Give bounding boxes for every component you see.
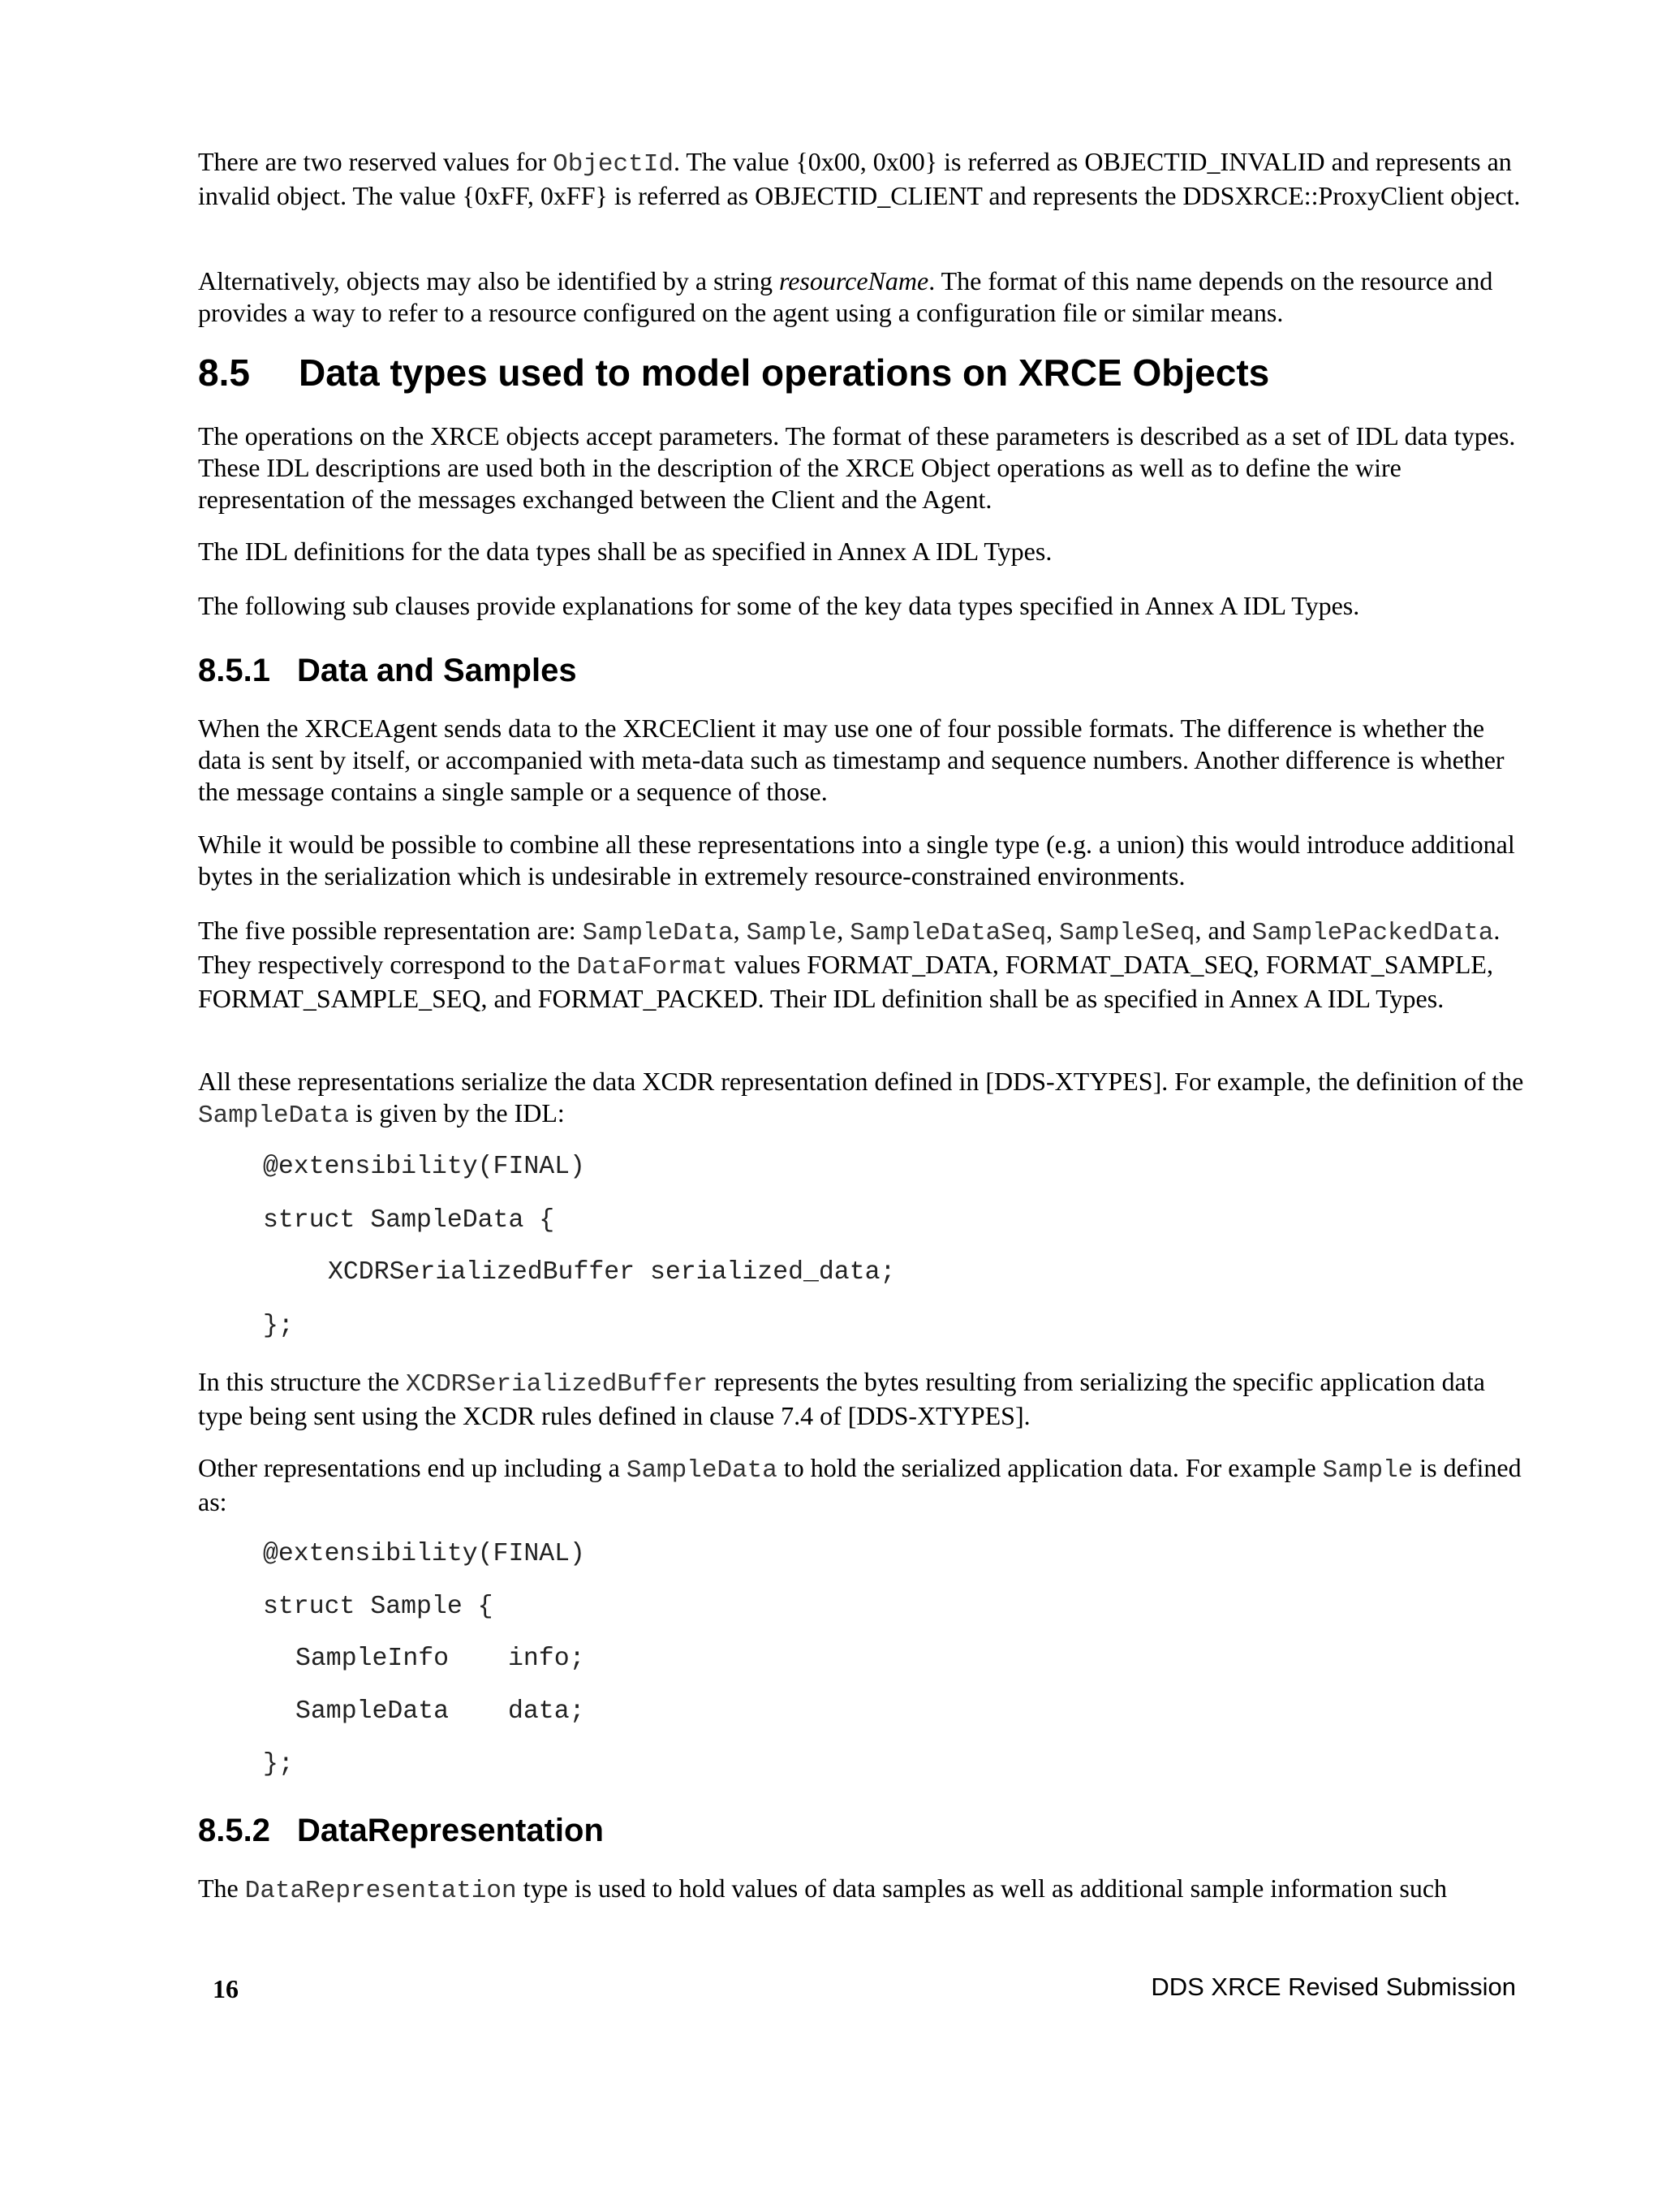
paragraph-idl-definitions: The IDL definitions for the data types shall be as specified in Annex A IDL Types. [198,537,1053,566]
paragraph-union: While it would be possible to combine all these representations into a single type (e.g. a union) this would introduce additional bytes in the serialization which is undesirable in extremely resource-constrained environments. [198,830,1515,890]
text: is given by the IDL: [349,1098,565,1128]
code-inline: SampleData [582,919,734,947]
code-inline: ObjectId [553,150,674,179]
text: . The value {0x00, 0x00} is referred as OBJECTID_INVALID and represents an invalid object. The value {0xFF, 0xFF} is referred as OBJECTID_CLIENT and represents the DDSXRCE::ProxyClient object. [198,147,1521,210]
code-inline: SampleData [626,1456,777,1485]
code-line: XCDRSerializedBuffer serialized_data; [328,1258,896,1287]
paragraph-sub-clauses: The following sub clauses provide explanations for some of the key data types specified in Annex A IDL Types. [198,591,1360,620]
code-inline: Sample [746,919,837,947]
code-inline: SamplePackedData [1251,919,1494,947]
text: , [837,916,850,945]
text: to hold the serialized application data. For example [777,1453,1323,1482]
page-number: 16 [213,1974,239,2003]
code-line: struct Sample { [263,1593,493,1621]
code-line: @extensibility(FINAL) [263,1153,585,1181]
section-number: 8.5 [198,351,250,394]
text: All these representations serialize the data XCDR representation defined in [DDS-XTYPES]. For example, the definition of the [198,1067,1524,1096]
paragraph-data-representation [198,1873,1529,1907]
section-number: 8.5.1 [198,653,270,688]
text: . The format of this name depends on the resource and provides a way to refer to a resource configured on the agent using a configuration file or similar means. [198,266,1493,327]
text: type is used to hold values of data samples as well as additional sample information such [516,1874,1448,1903]
section-number: 8.5.2 [198,1813,270,1848]
section-title: Data and Samples [297,653,577,688]
paragraph-xcdr [198,1066,1529,1132]
code-inline: DataFormat [576,953,728,981]
code-line: @extensibility(FINAL) [263,1540,585,1568]
code-line: info; [508,1645,585,1673]
code-line: }; [263,1312,294,1340]
text: The five possible representation are: [198,916,583,945]
paragraph-resource-name [198,265,1529,329]
code-line: data; [508,1697,585,1726]
text: Alternatively, objects may also be identified by a string [198,266,779,295]
text: . They respectively correspond to the [198,916,1501,979]
text: , [733,916,747,945]
code-line: SampleInfo [295,1645,450,1673]
section-heading-8-5-2 [198,1813,604,1849]
text: Other representations end up including a [198,1453,626,1482]
text: , and [1195,916,1252,945]
paragraph-other-representations [198,1452,1529,1518]
paragraph-objectid-reserved [198,146,1529,212]
paragraph-operations: The operations on the XRCE objects accept parameters. The format of these parameters is described as a set of IDL data types. These IDL descriptions are used both in the description of the XRCE Object operations as well as to define the wire representation of the messages exchanged between the Client and the Agent. [198,421,1516,514]
paragraph-data-formats: When the XRCEAgent sends data to the XRCEClient it may use one of four possible formats. The difference is whether the data is sent by itself, or accompanied with meta-data such as timestamp and sequence numbers. Another difference is whether the message contains a single sample or a sequence of those. [198,714,1505,806]
text: , [1046,916,1060,945]
code-inline: SampleData [198,1102,350,1130]
text: represents the bytes resulting from serializing the specific application data type being sent using the XCDR rules defined in clause 7.4 of [DDS-XTYPES]. [198,1367,1485,1430]
code-line: SampleData [295,1697,450,1726]
code-inline: DataRepresentation [244,1877,517,1905]
paragraph-serialized-buffer [198,1366,1529,1432]
emphasis: resourceName [778,266,929,295]
code-inline: SampleDataSeq [850,919,1047,947]
code-inline: Sample [1322,1456,1414,1485]
text: The [198,1874,245,1903]
text: In this structure the [198,1367,406,1396]
section-title: Data types used to model operations on XRCE Objects [299,351,1270,394]
code-inline: SampleSeq [1059,919,1195,947]
text: is defined as: [198,1453,1522,1516]
code-inline: XCDRSerializedBuffer [405,1370,708,1399]
section-heading-8-5-1 [198,653,577,689]
code-line: struct SampleData { [263,1206,555,1235]
section-title: DataRepresentation [297,1813,604,1848]
text: values FORMAT_DATA, FORMAT_DATA_SEQ, FORMAT_SAMPLE, FORMAT_SAMPLE_SEQ, and FORMAT_PACKED. Their IDL definition shall be as specified in Annex A IDL Types. [198,950,1493,1013]
section-heading-8-5 [198,351,1269,395]
text: There are two reserved values for [198,147,553,176]
footer-document-title: DDS XRCE Revised Submission [1151,1973,1516,2001]
code-line: }; [263,1750,294,1779]
paragraph-five-representations [198,915,1529,1015]
